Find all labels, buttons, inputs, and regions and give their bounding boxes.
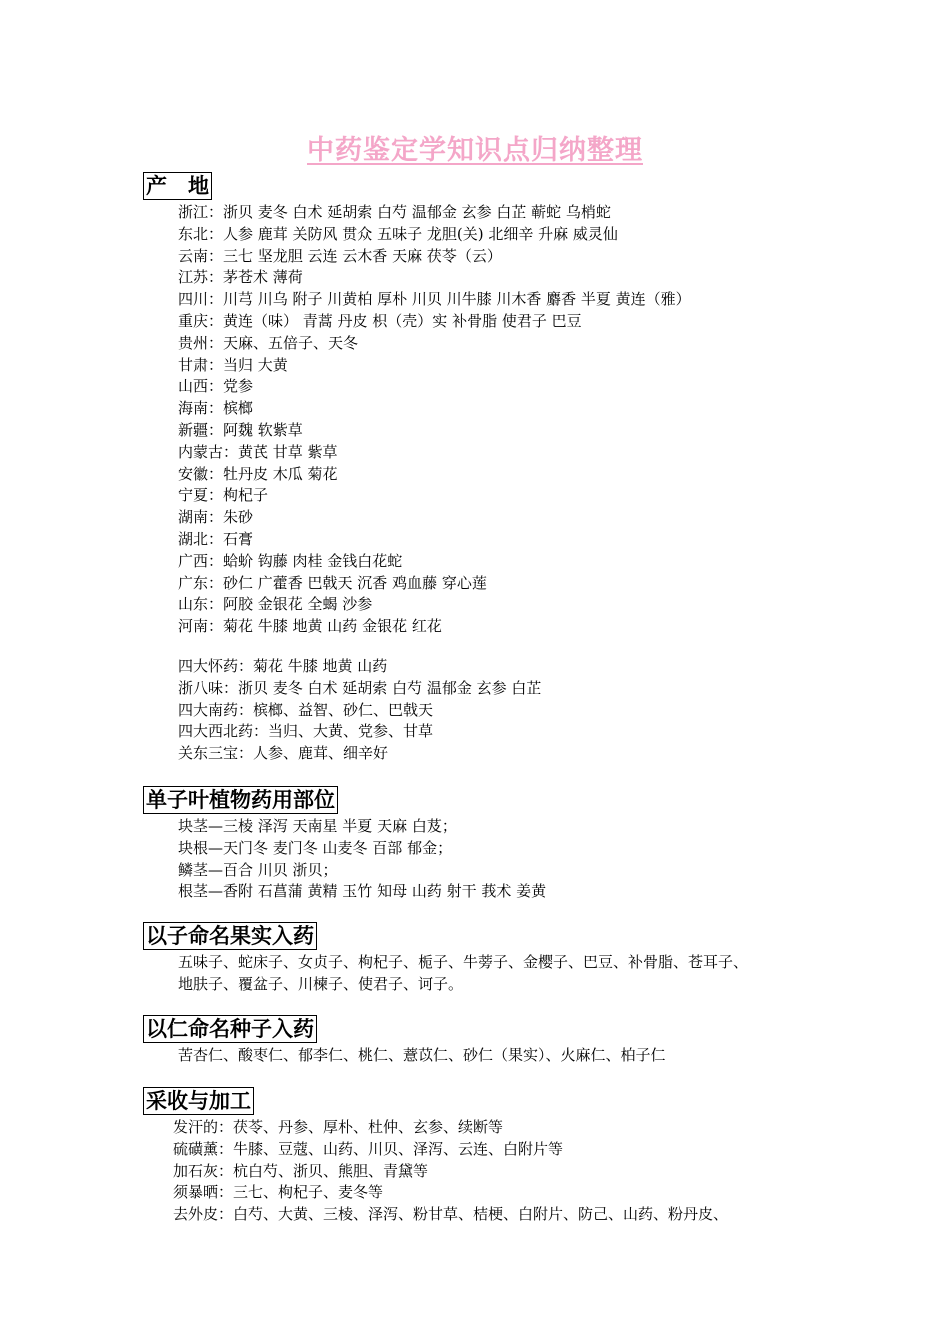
list-item: 广西：蛤蚧 钩藤 肉桂 金钱白花蛇 xyxy=(178,551,403,570)
list-item: 五味子、蛇床子、女贞子、枸杞子、栀子、牛蒡子、金樱子、巴豆、补骨脂、苍耳子、 xyxy=(178,953,749,971)
list-item: 关东三宝：人参、鹿茸、细辛好 xyxy=(178,744,389,763)
list-item: 甘肃：当归 大黄 xyxy=(178,355,288,374)
list-item: 湖北：石膏 xyxy=(178,529,254,548)
harvest-list xyxy=(143,1117,843,1226)
section-heading: 以子命名果实入药 xyxy=(143,922,317,950)
list-item: 广东：砂仁 广藿香 巴戟天 沉香 鸡血藤 穿心莲 xyxy=(178,573,487,592)
list-item: 发汗的：茯苓、丹参、厚朴、杜仲、玄参、续断等 xyxy=(173,1118,504,1136)
list-item: 山西：党参 xyxy=(178,377,254,396)
list-item: 贵州：天麻、五倍子、天冬 xyxy=(178,333,359,352)
list-item: 山东：阿胶 金银花 全蝎 沙参 xyxy=(178,595,373,614)
list-item: 去外皮：白芍、大黄、三棱、泽泻、粉甘草、桔梗、白附片、防己、山药、粉丹皮、 xyxy=(173,1205,729,1224)
page-title: 中药鉴定学知识点归纳整理 xyxy=(307,135,643,166)
list-item: 四大怀药：菊花 牛膝 地黄 山药 xyxy=(178,656,388,675)
list-item: 硫磺薰：牛膝、豆蔻、山药、川贝、泽泻、云连、白附片等 xyxy=(173,1139,564,1158)
section-heading: 采收与加工 xyxy=(143,1087,254,1115)
list-item: 内蒙古：黄芪 甘草 紫草 xyxy=(178,442,338,461)
list-item: 河南：菊花 牛膝 地黄 山药 金银花 红花 xyxy=(178,617,442,636)
section-fruit-names xyxy=(143,922,843,996)
section-seed-names xyxy=(143,1015,843,1067)
list-item: 江苏：茅苍术 薄荷 xyxy=(178,268,303,287)
spacer xyxy=(178,638,843,656)
list-item: 云南：三七 坚龙胆 云连 云木香 天麻 茯苓（云） xyxy=(178,246,502,265)
list-item: 浙八味：浙贝 麦冬 白术 延胡索 白芍 温郁金 玄参 白芷 xyxy=(178,678,542,697)
list-item: 四川：川芎 川乌 附子 川黄柏 厚朴 川贝 川牛膝 川木香 麝香 半夏 黄连（雅） xyxy=(178,290,691,309)
list-item: 浙江：浙贝 麦冬 白术 延胡索 白芍 温郁金 玄参 白芷 蕲蛇 乌梢蛇 xyxy=(178,203,611,221)
list-item: 根茎—香附 石菖蒲 黄精 玉竹 知母 山药 射干 莪术 姜黄 xyxy=(178,882,547,901)
monocot-list xyxy=(143,816,843,903)
list-item: 四大西北药：当归、大黄、党参、甘草 xyxy=(178,722,434,741)
fruit-list xyxy=(143,952,843,996)
section-heading: 以仁命名种子入药 xyxy=(143,1015,317,1043)
list-item: 加石灰：杭白芍、浙贝、熊胆、青黛等 xyxy=(173,1161,429,1180)
list-item: 宁夏：枸杞子 xyxy=(178,486,269,505)
list-item: 安徽：牡丹皮 木瓜 菊花 xyxy=(178,464,338,483)
section-heading: 产 地 xyxy=(143,172,212,200)
list-item: 四大南药：槟榔、益智、砂仁、巴戟天 xyxy=(178,700,434,719)
list-item: 东北：人参 鹿茸 关防风 贯众 五味子 龙胆(关) 北细辛 升麻 威灵仙 xyxy=(178,224,618,243)
section-heading: 单子叶植物药用部位 xyxy=(143,786,338,814)
section-monocot-parts xyxy=(143,786,843,903)
section-origin xyxy=(143,172,843,765)
list-item: 新疆：阿魏 软紫草 xyxy=(178,420,303,439)
list-item: 块茎—三棱 泽泻 天南星 半夏 天麻 白芨； xyxy=(178,817,457,835)
list-item: 地肤子、覆盆子、川楝子、使君子、诃子。 xyxy=(178,974,464,993)
list-item: 重庆：黄连（味） 青蒿 丹皮 枳（壳）实 补骨脂 使君子 巴豆 xyxy=(178,311,582,330)
list-item: 鳞茎—百合 川贝 浙贝； xyxy=(178,860,338,879)
list-item: 苦杏仁、酸枣仁、郁李仁、桃仁、薏苡仁、砂仁（果实）、火麻仁、柏子仁 xyxy=(178,1046,666,1064)
list-item: 须暴晒：三七、枸杞子、麦冬等 xyxy=(173,1183,384,1202)
section-harvest-processing xyxy=(143,1087,843,1226)
list-item: 块根—天门冬 麦门冬 山麦冬 百部 郁金； xyxy=(178,838,453,857)
list-item: 海南：槟榔 xyxy=(178,399,254,418)
seed-list xyxy=(143,1045,843,1067)
origin-list xyxy=(143,202,843,765)
list-item: 湖南：朱砂 xyxy=(178,508,254,527)
